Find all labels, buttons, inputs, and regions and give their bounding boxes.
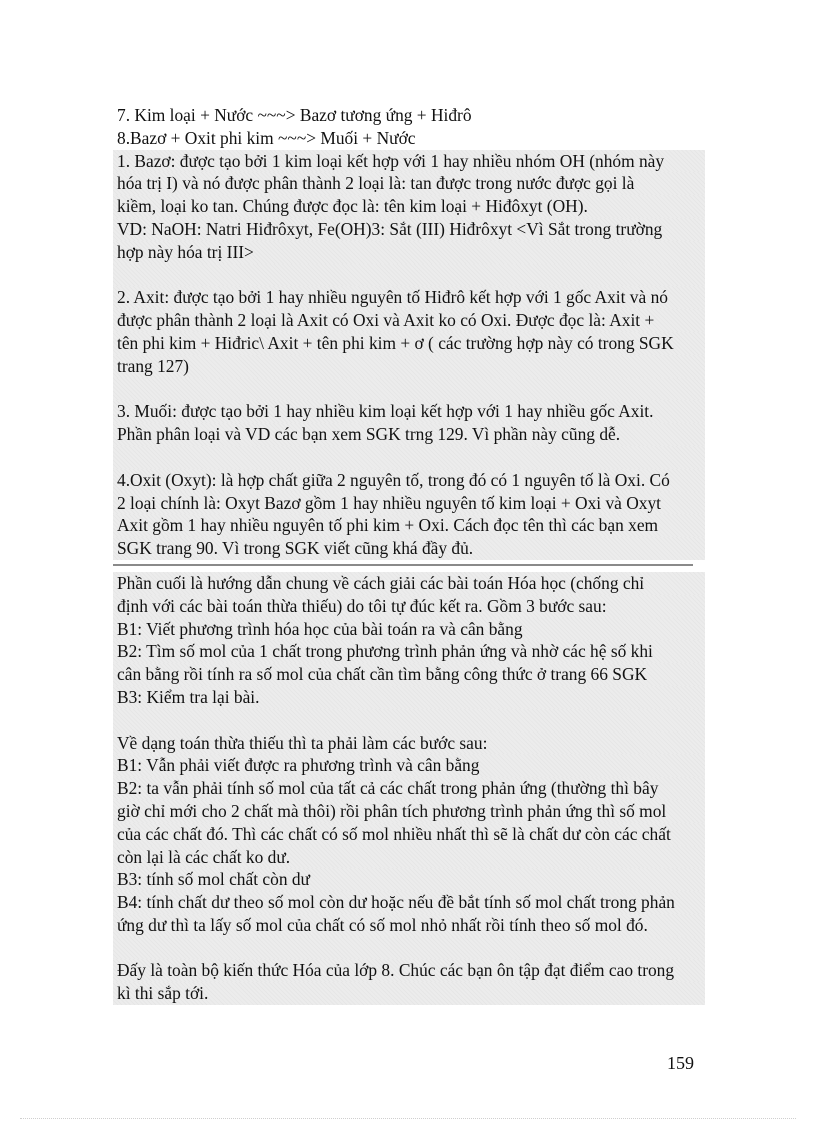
- text-line: Axit gồm 1 hay nhiều nguyên tố phi kim + Oxi. Cách đọc tên thì các bạn xem: [113, 514, 705, 537]
- text-line: trang 127): [113, 355, 705, 378]
- text-line: giờ chỉ mới cho 2 chất mà thôi) rồi phân tích phương trình phản ứng thì số mol: [113, 800, 705, 823]
- text-line: [113, 264, 705, 287]
- text-line: tên phi kim + Hiđric\ Axit + tên phi kim + ơ ( các trường hợp này có trong SGK: [113, 332, 705, 355]
- text-line: được phân thành 2 loại là Axit có Oxi và Axit ko có Oxi. Được đọc là: Axit +: [113, 309, 705, 332]
- text-line: 8.Bazơ + Oxit phi kim ~~~> Muối + Nước: [117, 127, 416, 148]
- text-line: [113, 709, 705, 732]
- text-line: B2: Tìm số mol của 1 chất trong phương trình phản ứng và nhờ các hệ số khi: [113, 640, 705, 663]
- text-line: còn lại là các chất ko dư.: [113, 846, 705, 869]
- page-bottom-edge: [20, 1118, 796, 1119]
- text-line: [113, 378, 705, 401]
- text-line: VD: NaOH: Natri Hiđrôxyt, Fe(OH)3: Sắt (III) Hiđrôxyt <Vì Sắt trong trường: [113, 218, 705, 241]
- solving-guide-section: [117, 572, 697, 1005]
- text-line: Phần phân loại và VD các bạn xem SGK trng 129. Vì phần này cũng dễ.: [113, 423, 705, 446]
- text-line: B4: tính chất dư theo số mol còn dư hoặc nếu đề bắt tính số mol chất trong phản: [113, 891, 705, 914]
- text-line: [113, 937, 705, 960]
- text-line: B3: Kiểm tra lại bài.: [113, 686, 705, 709]
- text-line: 2. Axit: được tạo bởi 1 hay nhiều nguyên tố Hiđrô kết hợp với 1 gốc Axit và nó: [113, 286, 705, 309]
- text-line: SGK trang 90. Vì trong SGK viết cũng khá đầy đủ.: [113, 537, 705, 560]
- text-line: định với các bài toán thừa thiếu) do tôi tự đúc kết ra. Gồm 3 bước sau:: [113, 595, 705, 618]
- text-line: Đấy là toàn bộ kiến thức Hóa của lớp 8. Chúc các bạn ôn tập đạt điểm cao trong: [113, 959, 705, 982]
- text-line: kiềm, loại ko tan. Chúng được đọc là: tên kim loại + Hiđôxyt (OH).: [113, 195, 705, 218]
- text-line: 1. Bazơ: được tạo bởi 1 kim loại kết hợp với 1 hay nhiều nhóm OH (nhóm này: [113, 150, 705, 173]
- text-line: ứng dư thì ta lấy số mol của chất có số mol nhỏ nhất rồi tính theo số mol đó.: [113, 914, 705, 937]
- text-line: B2: ta vẫn phải tính số mol của tất cả các chất trong phản ứng (thường thì bây: [113, 777, 705, 800]
- text-line: cân bằng rồi tính ra số mol của chất cần tìm bằng công thức ở trang 66 SGK: [113, 663, 705, 686]
- text-line: của các chất đó. Thì các chất có số mol nhiều nhất thì sẽ là chất dư còn các chất: [113, 823, 705, 846]
- section-divider: [113, 564, 693, 566]
- compounds-section: [117, 150, 697, 560]
- text-line: 4.Oxit (Oxyt): là hợp chất giữa 2 nguyên tố, trong đó có 1 nguyên tố là Oxi. Có: [113, 469, 705, 492]
- text-line: B1: Viết phương trình hóa học của bài toán ra và cân bằng: [113, 618, 705, 641]
- text-line: 3. Muối: được tạo bởi 1 hay nhiều kim loại kết hợp với 1 hay nhiều gốc Axit.: [113, 400, 705, 423]
- intro-block: [117, 104, 697, 150]
- text-line: Về dạng toán thừa thiếu thì ta phải làm các bước sau:: [113, 732, 705, 755]
- text-line: 2 loại chính là: Oxyt Bazơ gồm 1 hay nhiều nguyên tố kim loại + Oxi và Oxyt: [113, 492, 705, 515]
- text-line: B1: Vẫn phải viết được ra phương trình và cân bằng: [113, 754, 705, 777]
- text-line: 7. Kim loại + Nước ~~~> Bazơ tương ứng + Hiđrô: [117, 105, 472, 125]
- text-line: [113, 446, 705, 469]
- text-line: B3: tính số mol chất còn dư: [113, 868, 705, 891]
- text-line: hợp này hóa trị III>: [113, 241, 705, 264]
- text-line: hóa trị I) và nó được phân thành 2 loại là: tan được trong nước được gọi là: [113, 172, 705, 195]
- text-line: kì thi sắp tới.: [113, 982, 705, 1005]
- text-line: Phần cuối là hướng dẫn chung về cách giải các bài toán Hóa học (chống chỉ: [113, 572, 705, 595]
- page-number: 159: [667, 1053, 694, 1073]
- page-content: [117, 104, 697, 1005]
